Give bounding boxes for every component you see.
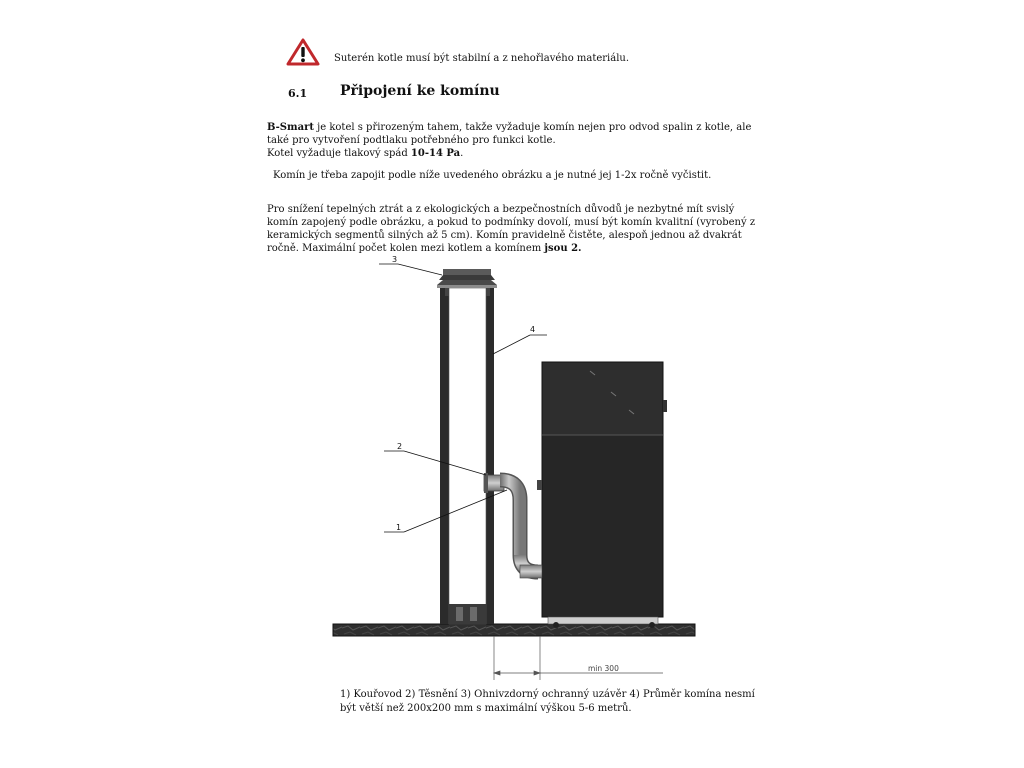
- dimension-label: min 300: [588, 664, 619, 673]
- section-number: 6.1: [288, 87, 308, 100]
- section-title: Připojení ke komínu: [340, 83, 500, 99]
- chimney-wall-right: [486, 288, 494, 624]
- floor-slab: [333, 624, 695, 636]
- chimney-wall-left: [440, 288, 449, 624]
- draft-value: 10-14 Pa: [410, 148, 461, 159]
- paragraph-bold-tail: jsou 2.: [544, 243, 582, 254]
- boiler: [537, 362, 667, 628]
- callout-4: 4: [530, 325, 536, 334]
- paragraph-chimney-cleaning: Komín je třeba zapojit podle níže uvedeného obrázku a je nutné jej 1-2x ročně vyčistit.: [273, 170, 712, 181]
- callout-3: 3: [392, 255, 398, 264]
- draft-suffix: .: [460, 148, 464, 159]
- callout-1: 1: [396, 523, 402, 532]
- warning-text: Suterén kotle musí být stabilní a z nehořlavého materiálu.: [334, 53, 630, 64]
- paragraph-text: Pro snížení tepelných ztrát a z ekologických a bezpečnostních důvodů je nezbytné mít svislý komín zapojený podle obrázku, a pokud to podmínky dovolí, musí být komín kvalitní (vyrobený z keramických segmentů silných až 5 cm). Komín pravidelně čistěte, alespoň jednou až dvakrát ročně. Maximální počet kolen mezi kotlem a komínem: [267, 204, 756, 254]
- paragraph-text: je kotel s přirozeným tahem, takže vyžaduje komín nejen pro odvod spalin z kotle, ale také pro vytvoření podtlaku potřebného pro funkci kotle.: [267, 122, 752, 146]
- draft-text: Kotel vyžaduje tlakový spád: [267, 148, 411, 159]
- diagram-caption: 1) Kouřovod 2) Těsnění 3) Ohnivzdorný ochranný uzávěr 4) Průměr komína nesmí být větší než 200x200 mm s maximální výškou 5-6 metrů.: [340, 689, 755, 714]
- brand-name: B-Smart: [267, 122, 314, 133]
- callout-2: 2: [397, 442, 403, 451]
- dimension-min-300: [494, 636, 663, 680]
